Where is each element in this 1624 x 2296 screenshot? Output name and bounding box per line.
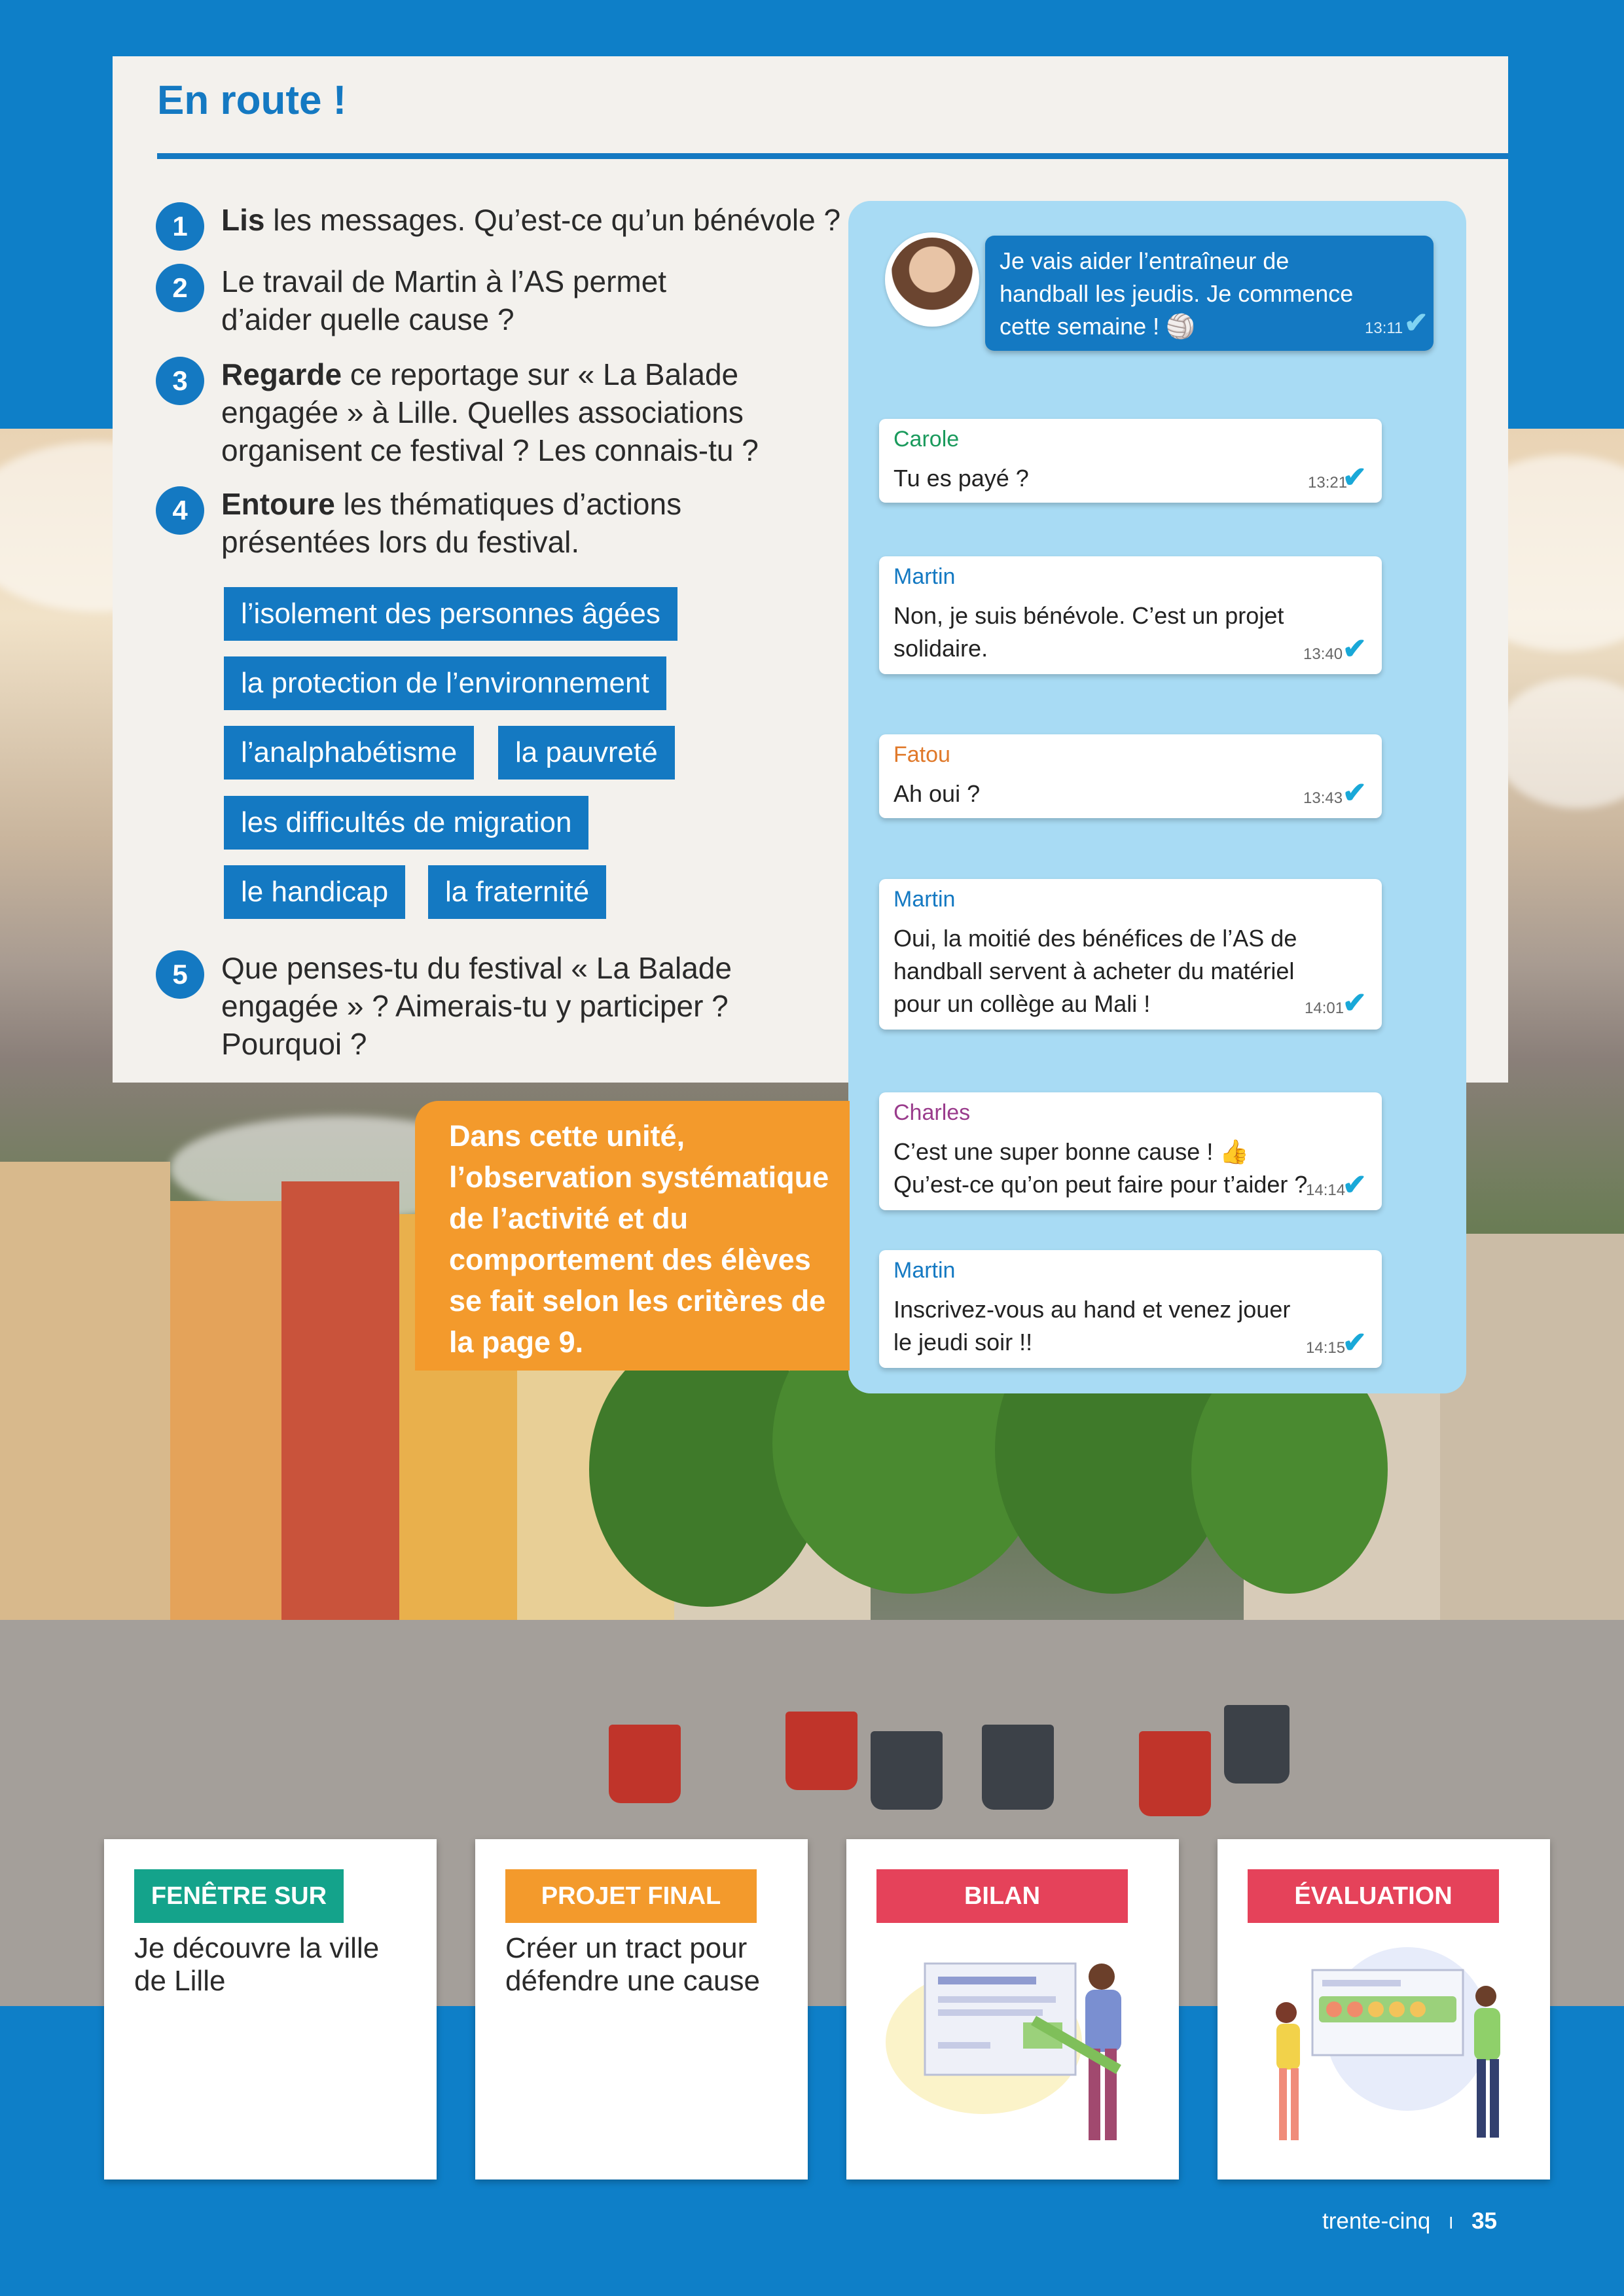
message-text: Oui, la moitié des bénéfices de l’AS de handball servent à acheter du matériel pour un collège au Mali !	[893, 925, 1297, 1017]
question-number: 2	[156, 264, 204, 312]
card-label: BILAN	[876, 1869, 1128, 1923]
read-check-icon: ✔	[1343, 633, 1367, 665]
question-text: les thématiques d’actions présentées lors du festival.	[221, 487, 682, 559]
title-divider	[157, 153, 1508, 159]
question-verb: Lis	[221, 203, 265, 237]
theme-tag[interactable]: la pauvreté	[498, 726, 675, 780]
chat-bubble	[879, 879, 1382, 1030]
question-text: les messages. Qu’est-ce qu’un bénévole ?	[264, 203, 841, 237]
martin-avatar	[885, 232, 979, 327]
message-time: 13:40	[1303, 645, 1343, 663]
message-text: C’est une super bonne cause ! 👍 Qu’est-ce qu’on peut faire pour t’aider ?	[893, 1138, 1308, 1198]
message-time: 13:21	[1308, 474, 1348, 492]
message-text: Non, je suis bénévole. C’est un projet solidaire.	[893, 602, 1284, 662]
read-check-icon: ✔	[1404, 307, 1428, 339]
chat-bubble	[879, 1250, 1382, 1368]
card-text: Je découvre la ville de Lille	[134, 1932, 380, 1997]
theme-tag[interactable]: la fraternité	[428, 865, 606, 919]
teacher-note	[415, 1101, 850, 1371]
message-text: Tu es payé ?	[893, 465, 1029, 492]
note-text: Dans cette unité, l’observation systématique de l’activité et du comportement des élèves se fait selon les critères de la page 9.	[449, 1119, 829, 1359]
question-text: Que penses-tu du festival « La Balade engagée » ? Aimerais-tu y participer ? Pourquoi ?	[221, 951, 732, 1061]
theme-tag[interactable]: les difficultés de migration	[224, 796, 588, 850]
theme-tag[interactable]: la protection de l’environnement	[224, 656, 666, 710]
message-text: Je vais aider l’entraîneur de handball les jeudis. Je commence cette semaine ! 🏐	[1000, 247, 1354, 340]
sender-name: Carole	[893, 427, 960, 452]
card-label: FENÊTRE SUR	[134, 1869, 344, 1923]
card-fenetre-sur[interactable]	[104, 1839, 437, 2179]
sender-name: Martin	[893, 564, 956, 589]
question-verb: Regarde	[221, 357, 342, 391]
message-time: 13:43	[1303, 789, 1343, 807]
card-projet-final[interactable]	[475, 1839, 808, 2179]
sender-name: Martin	[893, 1258, 956, 1283]
bilan-illustration	[886, 1944, 1147, 2153]
evaluation-illustration	[1257, 1944, 1519, 2153]
read-check-icon: ✔	[1343, 1327, 1367, 1359]
sender-name: Charles	[893, 1100, 971, 1125]
question-number: 3	[156, 357, 204, 405]
message-text: Inscrivez-vous au hand et venez jouer le jeudi soir !!	[893, 1296, 1291, 1355]
card-label: PROJET FINAL	[505, 1869, 757, 1923]
card-bilan[interactable]	[846, 1839, 1179, 2179]
message-time: 14:01	[1305, 999, 1344, 1017]
read-check-icon: ✔	[1343, 1169, 1367, 1201]
chat-bubble	[879, 1092, 1382, 1210]
sender-name: Martin	[893, 887, 956, 912]
question-verb: Entoure	[221, 487, 335, 521]
read-check-icon: ✔	[1343, 461, 1367, 493]
message-time: 14:15	[1306, 1339, 1346, 1357]
chat-bubble	[879, 734, 1382, 818]
page-separator: I	[1449, 2213, 1454, 2233]
page-word: trente-cinq	[1322, 2208, 1431, 2234]
message-time: 14:14	[1306, 1181, 1346, 1199]
theme-tag[interactable]: l’analphabétisme	[224, 726, 474, 780]
chat-bubble-sent	[985, 236, 1434, 351]
read-check-icon: ✔	[1343, 987, 1367, 1019]
question-number: 4	[156, 486, 204, 535]
message-text: Ah oui ?	[893, 780, 981, 807]
chat-bubble	[879, 419, 1382, 503]
page-number: 35	[1471, 2208, 1498, 2234]
question-text: Le travail de Martin à l’AS permet d’aider quelle cause ?	[221, 264, 667, 336]
question-text: ce reportage sur « La Balade engagée » à Lille. Quelles associations organisent ce festival ? Les connais-tu ?	[221, 357, 759, 467]
card-label: ÉVALUATION	[1248, 1869, 1499, 1923]
question-number: 1	[156, 202, 204, 251]
message-time: 13:11	[1365, 319, 1403, 337]
question-number: 5	[156, 950, 204, 999]
read-check-icon: ✔	[1343, 777, 1367, 809]
card-text: Créer un tract pour défendre une cause	[505, 1932, 760, 1997]
card-evaluation[interactable]	[1218, 1839, 1550, 2179]
page-footer	[1322, 2208, 1497, 2234]
theme-tag[interactable]: le handicap	[224, 865, 405, 919]
chat-bubble	[879, 556, 1382, 674]
page-title: En route !	[157, 78, 347, 123]
theme-tag[interactable]: l’isolement des personnes âgées	[224, 587, 677, 641]
sender-name: Fatou	[893, 742, 950, 767]
